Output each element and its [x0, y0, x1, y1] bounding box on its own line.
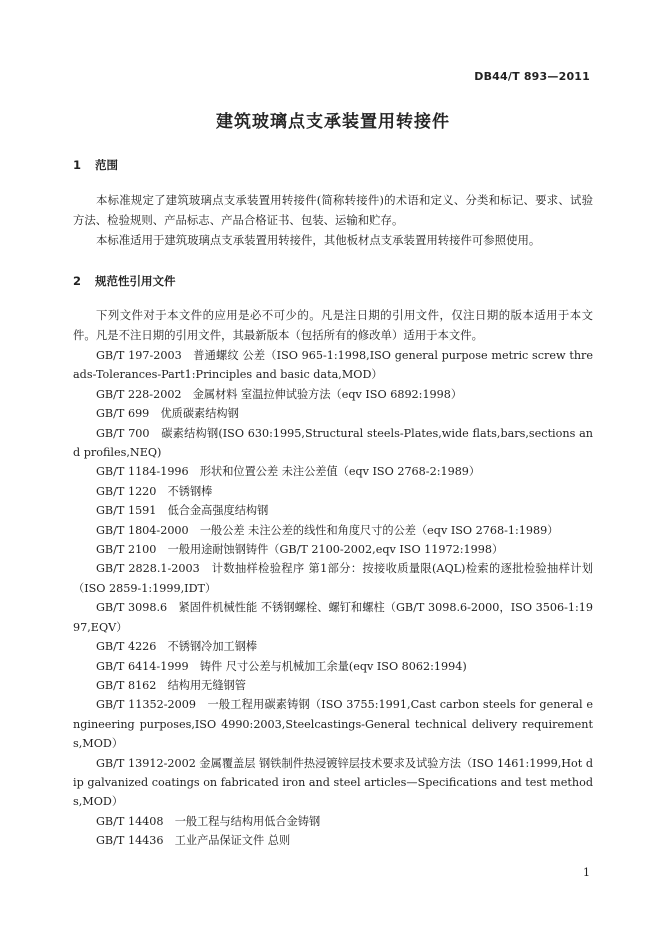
- section-title: 范围: [95, 158, 119, 172]
- reference-item: GB/T 14408 一般工程与结构用低合金铸钢: [96, 814, 321, 828]
- section-heading: [73, 273, 176, 289]
- page-number: 1: [583, 866, 590, 879]
- reference-item: GB/T 700 碳素结构钢(ISO 630:1995,Structural steels-Plates,wide flats,bars,sections and profiles,NEQ): [73, 426, 593, 460]
- reference-list: [73, 346, 593, 851]
- standard-code: DB44/T 893—2011: [474, 70, 590, 83]
- section-heading: [73, 157, 118, 173]
- reference-item: GB/T 699 优质碳素结构钢: [96, 407, 239, 421]
- reference-item: GB/T 2100 一般用途耐蚀钢铸件（GB/T 2100-2002,eqv ISO 11972:1998）: [96, 543, 504, 557]
- page-title: 建筑玻璃点支承装置用转接件: [216, 112, 450, 132]
- paragraph: 本标准适用于建筑玻璃点支承装置用转接件，其他板材点支承装置用转接件可参照使用。: [96, 233, 541, 247]
- reference-item: GB/T 228-2002 金属材料 室温拉伸试验方法（eqv ISO 6892:1998）: [96, 387, 463, 401]
- reference-item: GB/T 14436 工业产品保证文件 总则: [96, 834, 291, 848]
- reference-item: GB/T 1184-1996 形状和位置公差 未注公差值（eqv ISO 2768-2:1989）: [96, 465, 481, 479]
- reference-item: GB/T 8162 结构用无缝钢管: [96, 678, 246, 692]
- section-number: 2: [73, 274, 82, 288]
- reference-item: GB/T 11352-2009 一般工程用碳素铸钢（ISO 3755:1991,Cast carbon steels for general engineering purposes,ISO 4990:2003,Steelcastings-General technical delivery requirements,MOD）: [73, 698, 593, 751]
- reference-item: GB/T 4226 不锈钢冷加工钢棒: [96, 640, 258, 654]
- paragraph: 下列文件对于本文件的应用是必不可少的。凡是注日期的引用文件，仅注日期的版本适用于本文件。凡是不注日期的引用文件，其最新版本（包括所有的修改单）适用于本文件。: [73, 308, 593, 342]
- reference-item: GB/T 13912-2002 金属覆盖层 钢铁制件热浸镀锌层技术要求及试验方法（ISO 1461:1999,Hot dip galvanized coatings on fabricated iron and steel articles—Specifications and test methods,MOD）: [73, 756, 593, 809]
- reference-item: GB/T 1591 低合金高强度结构钢: [96, 504, 269, 518]
- reference-item: GB/T 1804-2000 一般公差 未注公差的线性和角度尺寸的公差（eqv ISO 2768-1:1989）: [96, 523, 559, 537]
- reference-item: GB/T 6414-1999 铸件 尺寸公差与机械加工余量(eqv ISO 8062:1994): [96, 659, 467, 673]
- reference-item: GB/T 2828.1-2003 计数抽样检验程序 第1部分：按接收质量限(AQL)检索的逐批检验抽样计划（ISO 2859-1:1999,IDT）: [73, 562, 593, 595]
- section-number: 1: [73, 158, 82, 172]
- section-title: 规范性引用文件: [95, 274, 176, 288]
- paragraph: 本标准规定了建筑玻璃点支承装置用转接件(简称转接件)的术语和定义、分类和标记、要求、试验方法、检验规则、产品标志、产品合格证书、包装、运输和贮存。: [73, 193, 593, 227]
- reference-item: GB/T 1220 不锈钢棒: [96, 484, 213, 498]
- reference-item: GB/T 3098.6 紧固件机械性能 不锈钢螺栓、螺钉和螺柱（GB/T 3098.6-2000，ISO 3506-1:1997,EQV）: [73, 601, 593, 634]
- reference-item: GB/T 197-2003 普通螺纹 公差（ISO 965-1:1998,ISO general purpose metric screw threads-Tolerances-Part1:Principles and basic data,MOD）: [73, 349, 593, 382]
